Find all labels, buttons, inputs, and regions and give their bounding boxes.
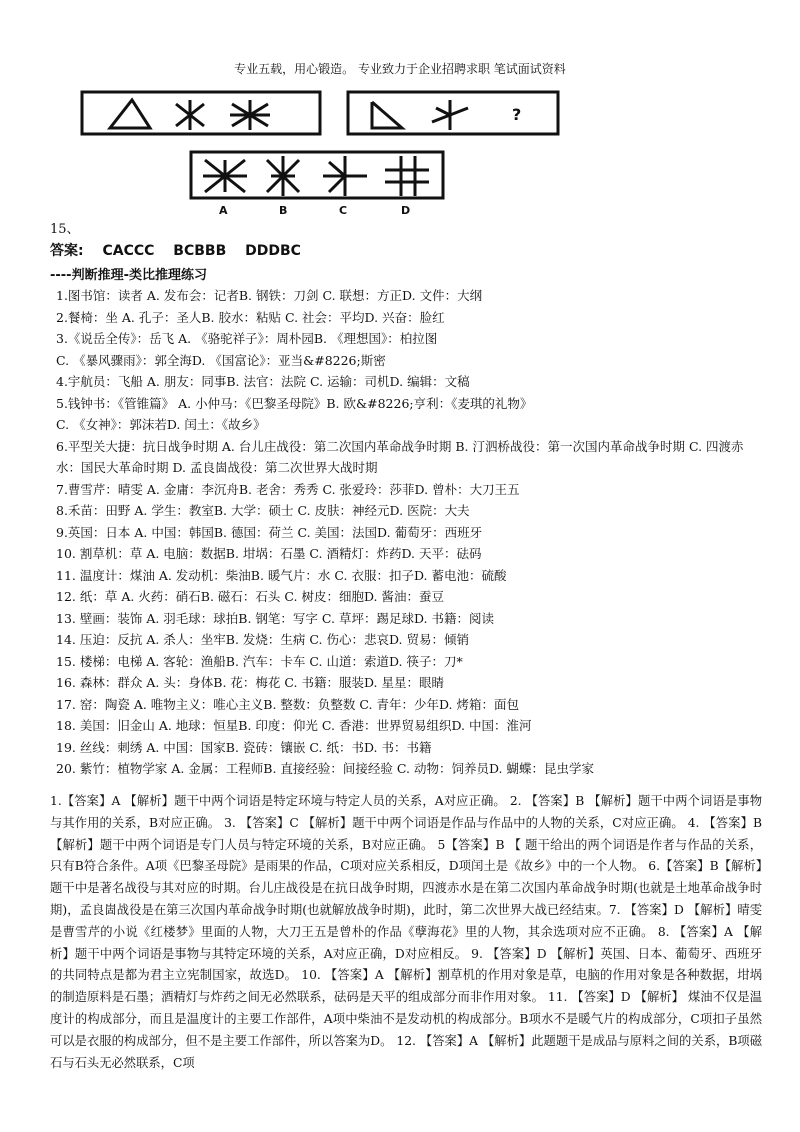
question-item: 10. 割草机：草 A. 电脑：数据B. 坩埚：石墨 C. 酒精灯：炸药D. 天平：砝码 xyxy=(56,546,482,561)
question-item: 13. 壁画：装饰 A. 羽毛球：球拍B. 钢笔：写字 C. 草坪：踢足球D. 书籍：阅读 xyxy=(56,610,494,626)
asterisk-shape xyxy=(176,100,204,130)
question-item: 8.禾苗：田野 A. 学生：教室B. 大学：硕士 C. 皮肤：神经元D. 医院：大夫 xyxy=(56,503,470,518)
question-item: 17. 窑：陶瓷 A. 唯物主义：唯心主义B. 整数：负整数 C. 青年：少年D. 烤箱：面包 xyxy=(56,696,519,712)
question-item: 18. 美国：旧金山 A. 地球：恒星B. 印度：仰光 C. 香港：世界贸易组织D. 中国：淮河 xyxy=(56,718,532,733)
answer-group: DDDBC xyxy=(245,243,301,259)
question-figure-top xyxy=(80,88,570,140)
question-item: C. 《暴风骤雨》：郭全海D. 《国富论》：亚当&#8226;斯密 xyxy=(56,352,386,368)
page-header: 专业五载，用心锻造。 专业致力于企业招聘求职 笔试面试资料 xyxy=(234,62,566,76)
question-item: 3.《说岳全传》：岳飞 A. 《骆驼祥子》：周朴园B. 《理想国》：柏拉图 xyxy=(56,331,438,346)
question-item: 2.餐椅：坐 A. 孔子：圣人B. 胶水：粘贴 C. 社会：平均D. 兴奋：脸红 xyxy=(56,309,445,325)
question-item: 12. 纸：草 A. 火药：硝石B. 磁石：石头 C. 树皮：细胞D. 酱油：蚕豆 xyxy=(56,589,444,604)
question-item: 14. 压迫：反抗 A. 杀人：坐牢B. 发烧：生病 C. 伤心：悲哀D. 贸易：倾销 xyxy=(56,632,469,647)
triangle-shape xyxy=(110,100,150,128)
question-list xyxy=(50,285,760,780)
asterisk-shape xyxy=(230,100,270,130)
star-shape xyxy=(432,100,468,130)
question-item: 9.英国：日本 A. 中国：韩国B. 德国：荷兰 C. 美国：法国D. 葡萄牙：西班牙 xyxy=(56,524,483,540)
question-item: 20. 紫竹：植物学家 A. 金属：工程师B. 直接经验：间接经验 C. 动物：饲养员D. 蝴蝶：昆虫学家 xyxy=(56,761,594,776)
question-item: 4.宇航员：飞船 A. 朋友：同事B. 法官：法院 C. 运输：司机D. 编辑：文稿 xyxy=(56,374,470,389)
question-item: 15. 楼梯：电梯 A. 客轮：渔船B. 汽车：卡车 C. 山道：索道D. 筷子：刀* xyxy=(56,653,463,669)
answer-analysis: 1.【答案】A 【解析】题干中两个词语是特定环境与特定人员的关系，A对应正确。 2. 【答案】B 【解析】题干中两个词语是事物与其作用的关系，B对应正确。 3. 【答案】C 【解析】题干中两个词语是作品与作品中的人物的关系，C对应正确。 4. 【答案】B 【解析】题干中两个词语是专门人员与特定环境的关系，B对应正确。 5【答案】B 【 题干给出的两个词语是作者与作品的关系，只有B符合条件。A项《巴黎圣母院》是雨果的作品，C项对应关系相反，D项闰土是《故乡》中的一个人物。 6.【答案】B【解析】题干中是著名战役与其对应的时期。台儿庄战役是在抗日战争时期，四渡赤水是在第二次国内革命战争时期(也就是土地革命战争时期)，孟良崮战役是在第三次国内革命战争时期(也就解放战争时期)，此时，第二次世界大战已经结束。7. 【答案】D 【解析】晴雯是曹雪芹的小说《红楼梦》里面的人物，大刀王五是曾朴的作品《孽海花》里的人物，其余选项对应不正确。 8. 【答案】A 【解析】题干中两个词语是事物与其特定环境的关系，A对应正确，D对应相反。 9. 【答案】D 【解析】英国、日本、葡萄牙、西班牙的共同特点是都为君主立宪制国家，故选D。 10. 【答案】A 【解析】割草机的作用对象是草，电脑的作用对象是各种数据，坩埚的制造原料是石墨；酒精灯与炸药之间无必然联系，砝码是天平的组成部分而非作用对象。 11. 【答案】D 【解析】 煤油不仅是温度计的构成部分，而且是温度计的主要工作部件，A项中柴油不是发动机的构成部分。B项水不是暖气片的构成部分，C项扣子虽然可以是衣服的构成部分，但不是主要工作部件，所以答案为D。 12. 【答案】A 【解析】此题题干是成品与原料之间的关系，B项磁石与石头无必然联系，C项 xyxy=(50,794,762,1070)
option-a-shape xyxy=(203,160,247,192)
question-item: 19. 丝线：刺绣 A. 中国：国家B. 瓷砖：镶嵌 C. 纸：书D. 书：书籍 xyxy=(56,739,432,755)
question-item: 11. 温度计：煤油 A. 发动机：柴油B. 暖气片：水 C. 衣服：扣子D. 蓄电池：硫酸 xyxy=(56,567,507,583)
option-label-a: A xyxy=(219,204,228,217)
answer-label: 答案: xyxy=(50,243,84,259)
question-item: 5.钱钟书：《管锥篇》 A. 小仲马：《巴黎圣母院》B. 欧&#8226;亨利：《麦琪的礼物》 xyxy=(56,395,533,411)
option-d-shape xyxy=(385,156,429,196)
answer-group: BCBBB xyxy=(173,243,227,259)
option-label-c: C xyxy=(339,204,348,217)
question-number: 15、 xyxy=(50,222,80,237)
question-item: C. 《女神》：郭沫若D. 闰土：《故乡》 xyxy=(56,417,266,432)
answer-group: CACCC xyxy=(102,243,155,259)
question-figure-options xyxy=(183,148,463,220)
question-item: 16. 森林：群众 A. 头：身体B. 花：梅花 C. 书籍：服装D. 星星：眼睛 xyxy=(56,675,444,690)
question-item: 1.图书馆：读者 A. 发布会：记者B. 钢铁：刀剑 C. 联想：方正D. 文件：大纲 xyxy=(56,288,483,303)
question-mark: ? xyxy=(512,105,522,124)
option-b-shape xyxy=(267,156,299,196)
option-label-d: D xyxy=(401,204,411,217)
answer-line xyxy=(50,240,315,260)
section-title: ----判断推理-类比推理练习 xyxy=(50,268,207,283)
question-item: 6.平型关大捷：抗日战争时期 A. 台儿庄战役：第二次国内革命战争时期 B. 汀泗桥战役：第一次国内革命战争时期 C. 四渡赤水：国民大革命时期 D. 孟良崮战役：第二次世界大战时期 xyxy=(56,438,744,475)
option-label-b: B xyxy=(279,204,288,217)
right-triangle-shape xyxy=(372,102,402,128)
question-item: 7.曹雪芹：晴雯 A. 金庸：李沉舟B. 老舍：秀秀 C. 张爱玲：莎菲D. 曾朴：大刀王五 xyxy=(56,481,520,497)
option-c-shape xyxy=(323,156,367,196)
